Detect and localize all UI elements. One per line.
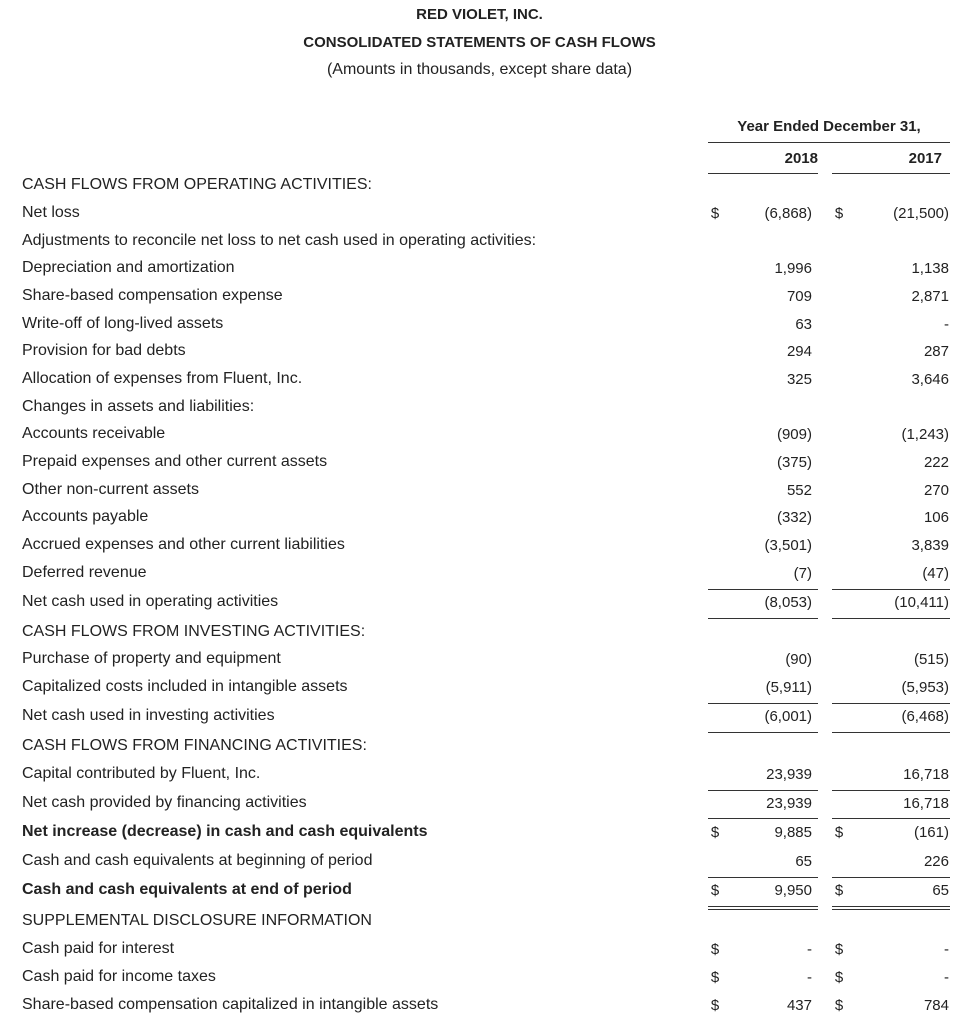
total-rule xyxy=(708,732,818,733)
currency-symbol: $ xyxy=(834,882,844,899)
value-2018: (6,001) xyxy=(764,708,812,725)
period-underline xyxy=(708,142,950,143)
total-rule xyxy=(832,618,950,619)
value-2018: (90) xyxy=(785,651,812,668)
currency-symbol: $ xyxy=(834,997,844,1014)
subtotal-rule xyxy=(708,790,818,791)
subtotal-rule xyxy=(832,703,950,704)
row-label: Share-based compensation capitalized in intangible assets xyxy=(22,996,439,1013)
value-2017: 784 xyxy=(923,997,949,1014)
value-2017: 2,871 xyxy=(911,288,949,305)
value-2017: 16,718 xyxy=(903,795,949,812)
value-2017: 270 xyxy=(923,482,949,499)
currency-symbol: $ xyxy=(710,997,720,1014)
subtotal-rule xyxy=(832,877,950,878)
section-supplemental-heading: SUPPLEMENTAL DISCLOSURE INFORMATION xyxy=(22,912,372,929)
value-2017: - xyxy=(944,941,949,958)
value-2018: (8,053) xyxy=(764,594,812,611)
value-2018: (332) xyxy=(776,509,812,526)
row-label: Accounts payable xyxy=(22,508,149,525)
row-label: Net loss xyxy=(22,204,80,221)
currency-symbol: $ xyxy=(710,882,720,899)
currency-symbol: $ xyxy=(710,824,720,841)
value-2018: (3,501) xyxy=(764,537,812,554)
value-2017: 65 xyxy=(932,882,949,899)
section-investing-heading: CASH FLOWS FROM INVESTING ACTIVITIES: xyxy=(22,623,366,640)
value-2017: 287 xyxy=(923,343,949,360)
subtotal-rule xyxy=(708,589,818,590)
double-rule xyxy=(708,906,818,907)
row-label: Allocation of expenses from Fluent, Inc. xyxy=(22,370,303,387)
double-rule xyxy=(832,906,950,907)
subtotal-rule xyxy=(832,589,950,590)
column-2018-underline xyxy=(708,173,818,174)
section-operating-heading: CASH FLOWS FROM OPERATING ACTIVITIES: xyxy=(22,176,372,193)
subtotal-rule xyxy=(832,790,950,791)
value-2018: 23,939 xyxy=(766,795,812,812)
row-label: Share-based compensation expense xyxy=(22,287,283,304)
value-2017: 16,718 xyxy=(903,766,949,783)
value-2018: 9,950 xyxy=(774,882,812,899)
value-2017: (5,953) xyxy=(901,679,949,696)
column-2017-underline xyxy=(832,173,950,174)
currency-symbol: $ xyxy=(834,824,844,841)
value-2017: - xyxy=(944,316,949,333)
row-label: Cash paid for income taxes xyxy=(22,968,216,985)
section-financing-heading: CASH FLOWS FROM FINANCING ACTIVITIES: xyxy=(22,737,367,754)
value-2018: - xyxy=(807,941,812,958)
total-rule xyxy=(832,732,950,733)
column-2017-header: 2017 xyxy=(908,150,942,167)
subtotal-rule xyxy=(708,877,818,878)
value-2017: (515) xyxy=(913,651,949,668)
value-2018: 325 xyxy=(786,371,812,388)
value-2018: (375) xyxy=(776,454,812,471)
value-2018: 437 xyxy=(786,997,812,1014)
row-label: Net increase (decrease) in cash and cash equivalents xyxy=(22,823,428,840)
column-2018-header: 2018 xyxy=(784,150,818,167)
row-label: Changes in assets and liabilities: xyxy=(22,398,255,415)
value-2018: (6,868) xyxy=(764,205,812,222)
value-2018: (7) xyxy=(793,565,812,582)
value-2017: - xyxy=(944,969,949,986)
company-name: RED VIOLET, INC. xyxy=(416,6,543,23)
row-label: Adjustments to reconcile net loss to net cash used in operating activities: xyxy=(22,232,537,249)
statement-title: CONSOLIDATED STATEMENTS OF CASH FLOWS xyxy=(303,34,656,51)
row-label: Accounts receivable xyxy=(22,425,166,442)
value-2018: 294 xyxy=(786,343,812,360)
row-label: Provision for bad debts xyxy=(22,342,186,359)
currency-symbol: $ xyxy=(710,205,720,222)
row-label: Depreciation and amortization xyxy=(22,259,235,276)
value-2018: (909) xyxy=(776,426,812,443)
row-label: Net cash used in investing activities xyxy=(22,707,275,724)
row-label: Deferred revenue xyxy=(22,564,147,581)
units-note: (Amounts in thousands, except share data) xyxy=(326,61,633,78)
double-rule xyxy=(708,909,818,910)
row-label: Net cash provided by financing activities xyxy=(22,794,307,811)
value-2017: 1,138 xyxy=(911,260,949,277)
total-rule xyxy=(708,618,818,619)
value-2017: 222 xyxy=(923,454,949,471)
row-label: Prepaid expenses and other current assets xyxy=(22,453,328,470)
value-2017: (47) xyxy=(922,565,949,582)
value-2017: (21,500) xyxy=(893,205,949,222)
value-2017: (6,468) xyxy=(901,708,949,725)
value-2017: 226 xyxy=(923,853,949,870)
currency-symbol: $ xyxy=(834,941,844,958)
row-label: Capital contributed by Fluent, Inc. xyxy=(22,765,261,782)
currency-symbol: $ xyxy=(834,969,844,986)
row-label: Cash and cash equivalents at beginning of period xyxy=(22,852,373,869)
currency-symbol: $ xyxy=(834,205,844,222)
double-rule xyxy=(832,909,950,910)
period-header: Year Ended December 31, xyxy=(737,118,921,135)
total-rule xyxy=(708,818,818,819)
row-label: Write-off of long-lived assets xyxy=(22,315,224,332)
value-2018: 1,996 xyxy=(774,260,812,277)
row-label: Purchase of property and equipment xyxy=(22,650,281,667)
value-2017: 106 xyxy=(923,509,949,526)
subtotal-rule xyxy=(708,703,818,704)
currency-symbol: $ xyxy=(710,941,720,958)
value-2017: (161) xyxy=(913,824,949,841)
value-2018: 65 xyxy=(795,853,812,870)
value-2018: (5,911) xyxy=(765,679,812,696)
total-rule xyxy=(832,818,950,819)
value-2017: 3,646 xyxy=(911,371,949,388)
value-2018: 552 xyxy=(786,482,812,499)
value-2018: 63 xyxy=(795,316,812,333)
row-label: Capitalized costs included in intangible assets xyxy=(22,678,348,695)
currency-symbol: $ xyxy=(710,969,720,986)
row-label: Net cash used in operating activities xyxy=(22,593,279,610)
row-label: Other non-current assets xyxy=(22,481,199,498)
row-label: Accrued expenses and other current liabilities xyxy=(22,536,345,553)
value-2017: (10,411) xyxy=(894,594,949,611)
value-2018: 9,885 xyxy=(774,824,812,841)
row-label: Cash and cash equivalents at end of period xyxy=(22,881,352,898)
value-2018: 709 xyxy=(786,288,812,305)
value-2017: 3,839 xyxy=(911,537,949,554)
value-2018: 23,939 xyxy=(766,766,812,783)
value-2018: - xyxy=(807,969,812,986)
value-2017: (1,243) xyxy=(901,426,949,443)
row-label: Cash paid for interest xyxy=(22,940,175,957)
